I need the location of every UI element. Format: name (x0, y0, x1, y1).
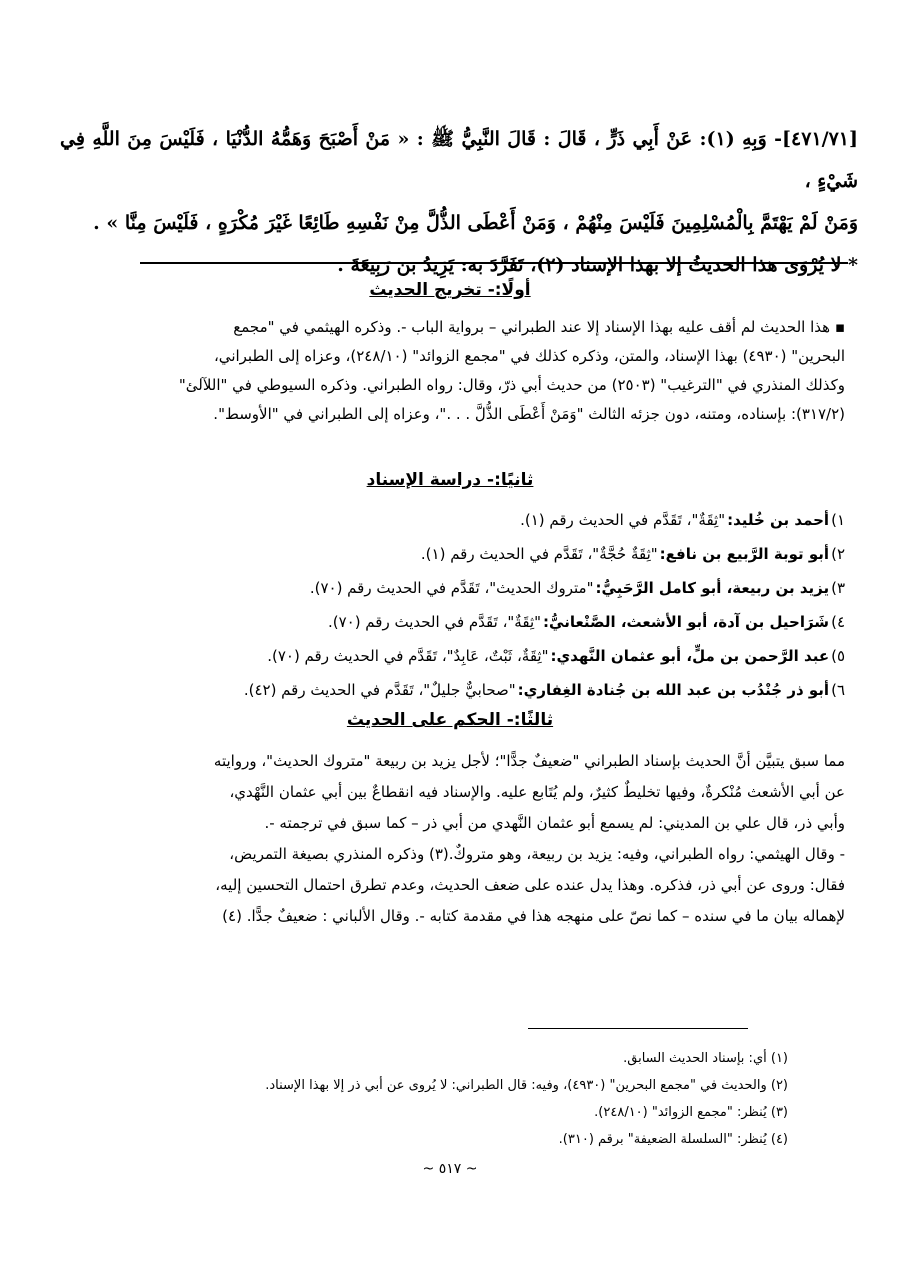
hukm-line-5: فقال: وروى عن أبي ذر، فذكره. وهذا يدل عنده على ضعف الحديث، وعدم تطرق احتمال التحسين إليه، (215, 876, 845, 894)
hadith-line-2: وَمَنْ لَمْ يَهْتَمَّ بِالْمُسْلِمِينَ فَلَيْسَ مِنْهُمْ ، وَمَنْ أَعْطَى الذُّلَّ مِنْ نَفْسِهِ طَائِعًا غَيْرَ مُكْرَهٍ ، فَلَيْسَ مِنَّا » . (93, 212, 858, 234)
hadith-line-3: * لا يُرْوَى هذا الحديثُ إلا بهذا الإسناد (٢)، تَفَرَّدَ به: يَزِيدُ بن رَبِيعَةَ . (337, 254, 858, 276)
narrator-grade: "ثِقَةٌ حُجَّةٌ"، تَقَدَّم في الحديث رقم (١). (420, 545, 658, 563)
hukm-paragraph (50, 746, 845, 932)
narrator-grade: "ثِقَةٌ، ثَبْتٌ، عَابِدٌ"، تَقَدَّم في الحديث رقم (٧٠). (267, 647, 549, 665)
narrator-grade: "متروك الحديث"، تَقَدَّم في الحديث رقم (٧٠). (309, 579, 594, 597)
narrator-list (50, 503, 845, 707)
hukm-line-4: - وقال الهيثمي: رواه الطبراني، وفيه: يزيد بن ربيعة، وهو متروكٌ.(٣) وذكره المنذري بصيغة التمريض، (229, 845, 845, 863)
takhrij-line-1: ▪ هذا الحديث لم أقف عليه بهذا الإسناد إلا عند الطبراني – برواية الباب -. وذكره الهيثمي في "مجمع (233, 318, 845, 336)
narrator-item (50, 503, 845, 537)
takhrij-line-3: وكذلك المنذري في "الترغيب" (٢٥٠٣) من حديث أبي ذرّ، وقال: رواه الطبراني. وذكره السيوطي في "اللآلئ" (178, 376, 845, 394)
narrator-number: ٢) (831, 545, 845, 563)
narrator-item (50, 639, 845, 673)
hukm-line-6: لإهماله بيان ما في سنده – كما نصّ على منهجه هذا في مقدمة كتابه -. وقال الألباني : ضعيفٌ جدًّا. (٤) (222, 907, 845, 925)
isnad-heading-text: ثانيًا:- دراسة الإسناد (366, 470, 534, 490)
narrator-name: شَرَاحيل بن آدة، أبو الأشعث، الصَّنْعانيُّ: (543, 613, 830, 631)
hadith-text (60, 118, 858, 286)
narrator-item (50, 571, 845, 605)
hukm-line-1: مما سبق يتبيَّن أنَّ الحديث بإسناد الطبراني "ضعيفٌ جدًّا"؛ لأجل يزيد بن ربيعة "متروك الحديث"، وروايته (213, 752, 845, 770)
section-heading-isnad (60, 470, 840, 490)
narrator-number: ٦) (831, 681, 845, 699)
narrator-name: أحمد بن خُليد: (727, 511, 830, 529)
section-heading-hukm (60, 710, 840, 730)
hadith-divider (140, 262, 848, 264)
narrator-grade: "صحابيٌّ جليلٌ"، تَقَدَّم في الحديث رقم (٤٢). (243, 681, 516, 699)
takhrij-heading-text: أولًا:- تخريج الحديث (369, 280, 531, 300)
hukm-line-3: وأبي ذر، قال علي بن المديني: لم يسمع أبو عثمان النَّهدي من أبي ذر – كما سبق في ترجمته -. (264, 814, 845, 832)
hukm-heading-text: ثالثًا:- الحكم على الحديث (346, 710, 554, 730)
narrator-name: أبو توبة الرَّبيع بن نافع: (659, 545, 830, 563)
footnote-2: (٢) والحديث في "مجمع البحرين" (٤٩٣٠)، وفيه: قال الطبراني: لا يُروى عن أبي ذر إلا بهذا الإسناد. (265, 1078, 788, 1093)
hukm-line-2: عن أبي الأشعث مُنْكرةٌ، وفيها تخليطٌ كثيرٌ، ولم يُتَابع عليه. والإسناد فيه انقطاعٌ بين أبي عثمان النَّهْدي، (229, 783, 845, 801)
hadith-line-1: [٤٧١/٧١]- وَبِهِ (١): عَنْ أَبِي ذَرٍّ ، قَالَ : قَالَ النَّبِيُّ ﷺ : « مَنْ أَصْبَحَ وَهَمُّهُ الدُّنْيَا ، فَلَيْسَ مِنَ اللَّهِ فِي شَيْءٍ ، (60, 128, 858, 192)
footnote-1: (١) أي: بإسناد الحديث السابق. (623, 1051, 788, 1066)
narrator-number: ٥) (831, 647, 845, 665)
narrator-name: يزيد بن ربيعة، أبو كامل الرَّحَبِيُّ: (595, 579, 830, 597)
footnote-3: (٣) يُنظر: "مجمع الزوائد" (٢٤٨/١٠). (594, 1105, 788, 1120)
narrator-number: ٤) (831, 613, 845, 631)
section-heading-takhrij (60, 280, 840, 300)
narrator-name: عبد الرَّحمن بن ملٍّ، أبو عثمان النَّهدي: (550, 647, 830, 665)
takhrij-line-2: البحرين" (٤٩٣٠) بهذا الإسناد، والمتن، وذكره كذلك في "مجمع الزوائد" (٢٤٨/١٠)، وعزاه إلى الطبراني، (213, 347, 845, 365)
narrator-grade: "ثِقَةٌ"، تَقَدَّم في الحديث رقم (٧٠). (327, 613, 542, 631)
narrator-number: ١) (831, 511, 845, 529)
footnote-4: (٤) يُنظر: "السلسلة الضعيفة" برقم (٣١٠). (558, 1132, 788, 1147)
narrator-number: ٣) (831, 579, 845, 597)
narrator-item (50, 537, 845, 571)
narrator-grade: "ثِقَةٌ"، تَقَدَّم في الحديث رقم (١). (520, 511, 726, 529)
takhrij-line-4: (٣١٧/٢): بإسناده، ومتنه، دون جزئه الثالث "وَمَنْ أَعْطَى الذُّلَّ . . ."، وعزاه إلى الطبراني في "الأوسط". (213, 405, 845, 423)
takhrij-paragraph (50, 313, 845, 429)
page-number: ~ ٥١٧ ~ (422, 1161, 478, 1177)
footnotes (60, 1045, 788, 1153)
narrator-item (50, 673, 845, 707)
narrator-item (50, 605, 845, 639)
footnote-divider (528, 1028, 748, 1029)
narrator-name: أبو ذر جُنْدُب بن عبد الله بن جُنادة الغِفاري: (517, 681, 830, 699)
